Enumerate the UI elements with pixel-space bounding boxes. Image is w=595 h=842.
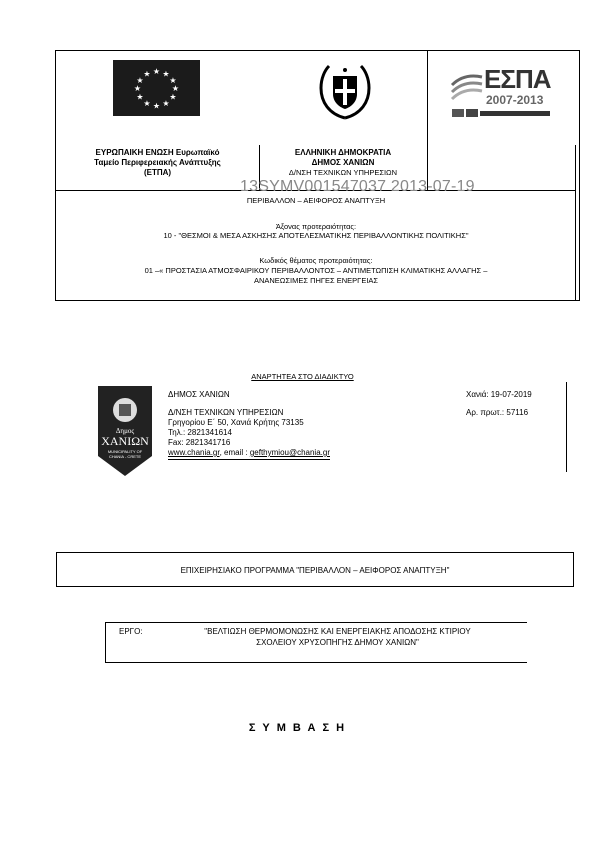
doc-date: Χανιά: 19-07-2019 [466,390,532,399]
code-label: Κωδικός θέματος προτεραιότητας: [259,256,373,265]
svg-text:★: ★ [162,69,170,79]
operational-program-box [56,552,574,587]
operational-program-text: ΕΠΙΧΕΙΡΗΣΙΑΚΟ ΠΡΟΓΡΑΜΜΑ "ΠΕΡΙΒΑΛΛΟΝ – ΑΕΙΦΟΡΟΣ ΑΝΑΠΤΥΞΗ" [180,566,450,575]
sender-contacts [168,448,330,460]
hellenic-seal-icon [315,58,375,122]
email-link[interactable]: gefthymiou@chania.gr [249,448,330,457]
svg-text:★: ★ [133,84,142,93]
sender-department: Δ/ΝΣΗ ΤΕΧΝΙΚΩΝ ΥΠΗΡΕΣΙΩΝ [168,408,284,417]
project-line-2: ΣΧΟΛΕΙΟΥ ΧΡΥΣΟΠΗΓΗΣ ΔΗΜΟΥ ΧΑΝΙΩΝ" [256,638,419,647]
project-line-1: "ΒΕΛΤΙΩΣΗ ΘΕΡΜΟΜΟΝΩΣΗΣ ΚΑΙ ΕΝΕΡΓΕΙΑΚΗΣ ΑΠΟΔΟΣΗΣ ΚΤΙΡΙΟΥ [204,627,471,636]
svg-text:★: ★ [143,99,151,108]
meta-divider [566,382,567,472]
chania-municipality-logo [96,386,154,476]
gr-line-2: ΔΗΜΟΣ ΧΑΝΙΩΝ [311,158,375,167]
sender-phone: Τηλ.: 2821341614 [168,428,232,437]
espa-word: ΕΣΠΑ [484,64,551,94]
ada-watermark: 13SYMV001547037 2013-07-19 [240,178,475,195]
sender-block [168,390,438,460]
greek-text [262,148,424,178]
eu-line-1: ΕΥΡΩΠΑΙΚΗ ΕΝΩΣΗ Ευρωπαϊκό [95,148,220,157]
web-link[interactable]: www.chania.gr [168,448,220,457]
svg-text:★: ★ [171,84,180,93]
axis-label: Άξονας προτεραιότητας: [275,222,357,231]
logo-word-1: Δημος [115,427,135,435]
axis-value: 10 - "ΘΕΣΜΟΙ & ΜΕΣΑ ΑΣΚΗΣΗΣ ΑΠΟΤΕΛΕΣΜΑΤΙΚΗΣ ΠΕΡΙΒΑΛΛΟΝΤΙΚΗΣ ΠΟΛΙΤΙΚΗΣ" [163,231,469,240]
post-online-notice: ΑΝΑΡΤΗΤΕΑ ΣΤΟ ΔΙΑΔΙΚΤΥΟ [251,372,354,381]
svg-text:★: ★ [136,76,144,85]
logo-word-2: ΧΑΝΙΩΝ [101,434,149,448]
logo-word-3: MUNICIPALITY OF [107,449,143,454]
gr-line-1: ΕΛΛΗΝΙΚΗ ΔΗΜΟΚΡΑΤΙΑ [294,148,392,157]
espa-years: 2007-2013 [486,93,544,107]
svg-text:★: ★ [169,92,177,102]
svg-text:★: ★ [152,101,161,111]
gr-line-3: Δ/ΝΣΗ ΤΕΧΝΙΚΩΝ ΥΠΗΡΕΣΙΩΝ [288,168,398,177]
email-separator: , email : [219,448,250,457]
svg-text:★: ★ [136,92,144,102]
eu-line-2: Ταμείο Περιφερειακής Ανάπτυξης [94,158,221,167]
meta-block [466,390,566,418]
svg-text:★: ★ [169,76,177,85]
code-value-line-1: 01 –« ΠΡΟΣΤΑΣΙΑ ΑΤΜΟΣΦΑΙΡΙΚΟΥ ΠΕΡΙΒΑΛΛΟΝΤΟΣ – ΑΝΤΙΜΕΤΩΠΙΣΗ ΚΛΙΜΑΤΙΚΗΣ ΑΛΛΑΓΗΣ – [144,266,488,275]
sender-municipality: ΔΗΜΟΣ ΧΑΝΙΩΝ [168,390,230,399]
project-label: ΕΡΓΟ: [119,627,143,636]
header-program: ΠΕΡΙΒΑΛΛΟΝ – ΑΕΙΦΟΡΟΣ ΑΝΑΠΤΥΞΗ [246,196,386,205]
svg-text:★: ★ [143,69,151,79]
espa-logo [450,65,555,125]
svg-text:★: ★ [152,67,161,76]
logo-word-4: CHANIA - CRETE [108,454,141,459]
code-value-line-2: ΑΝΑΝΕΩΣΙΜΕΣ ΠΗΓΕΣ ΕΝΕΡΓΕΙΑΣ [253,276,379,285]
eu-line-3: (ΕΤΠΑ) [143,168,172,177]
eu-flag-icon [113,60,200,116]
svg-text:★: ★ [162,99,170,108]
document-title: Σ Υ Μ Β Α Σ Η [248,722,347,734]
protocol-number: Αρ. πρωτ.: 57116 [466,408,529,417]
sender-fax: Fax: 2821341716 [168,438,231,447]
eu-text [60,148,255,178]
sender-address: Γρηγορίου Ε΄ 50, Χανιά Κρήτης 73135 [168,418,304,427]
